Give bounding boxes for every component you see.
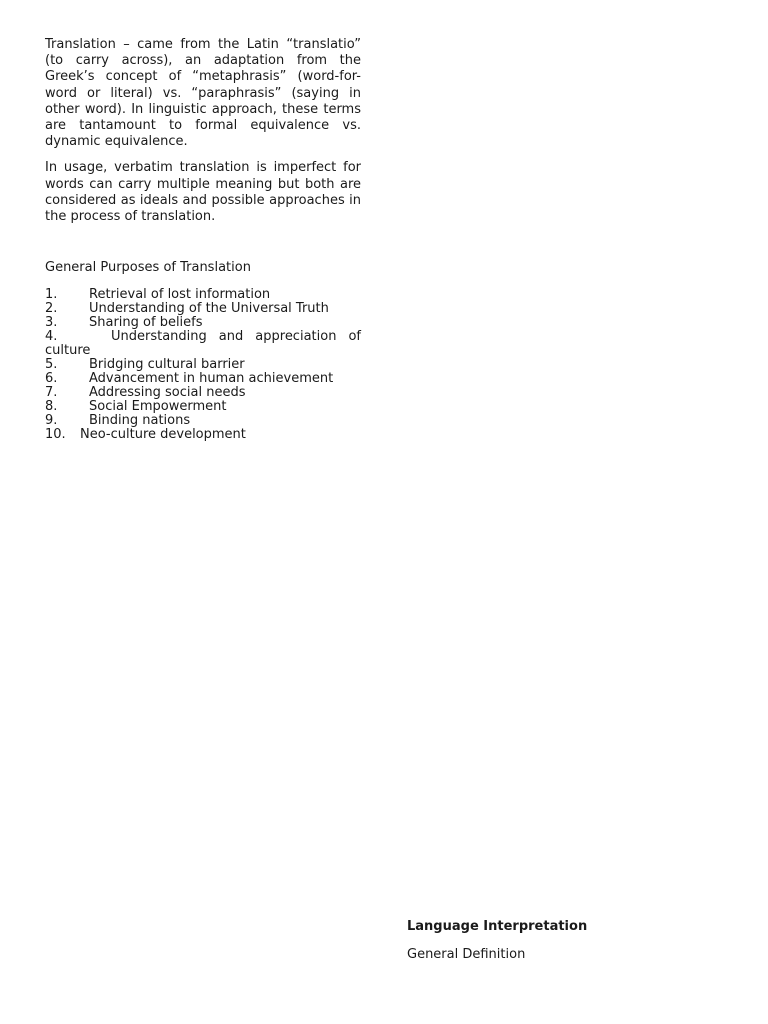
list-item [45, 414, 361, 428]
list-item-text: Retrieval of lost information [89, 287, 271, 303]
list-item-number: 10. [45, 427, 66, 443]
list-item-number: 3. [45, 315, 58, 331]
purpose-list [45, 288, 361, 442]
list-item-text: Social Empowerment [89, 399, 227, 415]
section-title: Language Interpretation [407, 919, 588, 934]
right-column [407, 919, 707, 963]
list-item [45, 428, 361, 442]
list-item-number: 4. [45, 329, 58, 345]
list-item-number: 2. [45, 301, 58, 317]
list-item [45, 330, 361, 358]
list-item-text: Understanding of the Universal Truth [89, 301, 329, 317]
list-item-number: 6. [45, 371, 58, 387]
list-item-text: Understanding and appreciation of culture [45, 329, 361, 359]
list-item [45, 372, 361, 386]
list-item-number: 8. [45, 399, 58, 415]
list-item-text: Advancement in human achievement [89, 371, 334, 387]
intro-paragraph-2: In usage, verbatim translation is imperfect for words can carry multiple meaning but both are considered as ideals and possible approaches in the process of translation. [45, 160, 361, 225]
list-item [45, 358, 361, 372]
list-item-number: 7. [45, 385, 58, 401]
list-item [45, 386, 361, 400]
list-item-number: 1. [45, 287, 58, 303]
list-item [45, 400, 361, 414]
section-subtitle: General Definition [407, 947, 526, 962]
list-item-text: Bridging cultural barrier [89, 357, 245, 373]
list-item-text: Binding nations [89, 413, 191, 429]
list-item-text: Neo-culture development [80, 427, 246, 443]
list-item [45, 288, 361, 302]
purposes-heading: General Purposes of Translation [45, 260, 251, 276]
list-item [45, 302, 361, 316]
list-item-number: 5. [45, 357, 58, 373]
list-item-text: Addressing social needs [89, 385, 246, 401]
list-item [45, 316, 361, 330]
intro-paragraph-1: Translation – came from the Latin “translatio” (to carry across), an adaptation from the Greek’s concept of “metaphrasis” (word-for-word or literal) vs. “paraphrasis” (saying in other word). In linguistic approach, these terms are tantamount to formal equivalence vs. dynamic equivalence. [45, 37, 361, 150]
left-column [45, 37, 361, 442]
list-item-text: Sharing of beliefs [89, 315, 203, 331]
list-item-number: 9. [45, 413, 58, 429]
